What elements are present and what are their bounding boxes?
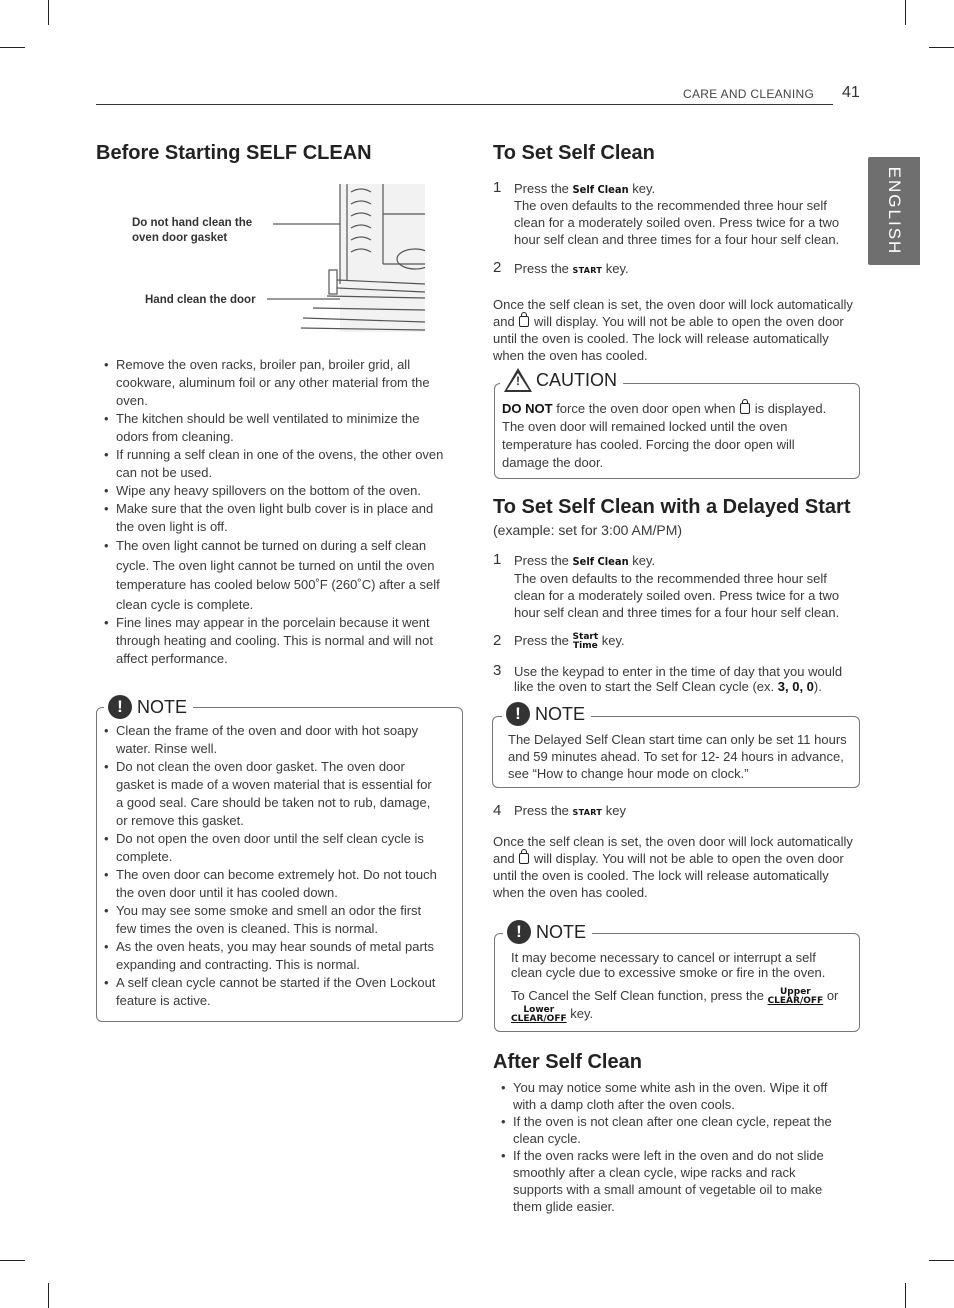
caution-heading <box>500 368 623 392</box>
exclamation-icon: ! <box>108 695 132 719</box>
language-tab-label: ENGLISH <box>885 166 904 256</box>
step-number: 1 <box>493 551 502 568</box>
oven-door-figure <box>265 184 425 332</box>
list-item: • Clean the frame of the oven and door with hot soapy water. Rinse well. <box>96 722 441 758</box>
crop-mark <box>0 47 25 48</box>
cancel-instructions: To Cancel the Self Clean function, press the Upper CLEAR/OFF or <box>511 986 839 1006</box>
crop-mark <box>0 1260 25 1261</box>
crop-mark <box>905 1283 906 1308</box>
page-number: 41 <box>842 84 860 101</box>
list-item: • Wipe any heavy spillovers on the bottom of the oven. <box>96 482 448 500</box>
step-number: 3 <box>493 662 502 679</box>
list-item: • Make sure that the oven light bulb cover is in place and the oven light is off. <box>96 500 448 536</box>
set-title: To Set Self Clean <box>493 142 655 164</box>
list-item: • As the oven heats, you may hear sounds of metal parts expanding and contracting. This is normal. <box>96 938 441 974</box>
section-title: CARE AND CLEANING <box>683 87 815 101</box>
crop-mark <box>905 0 906 25</box>
step-1: Press the Self Clean key. <box>514 181 656 196</box>
lock-paragraph: Once the self clean is set, the oven door will lock automatically and will display. You will not be able to open the oven door until the oven is cooled. The lock will release automatically when the oven has cooled. <box>493 834 853 900</box>
list-item: • If running a self clean in one of the ovens, the other oven can not be used. <box>96 446 448 482</box>
cancel-note-text: It may become necessary to cancel or interrupt a self clean cycle due to excessive smoke or fire in the oven. <box>511 950 826 980</box>
start-time-key: Start Time <box>572 631 599 651</box>
lock-icon <box>740 403 750 414</box>
list-item: • The kitchen should be well ventilated to minimize the odors from cleaning. <box>96 410 448 446</box>
delayed-step-1-desc: The oven defaults to the recommended three hour self clean for a moderately soiled oven. Press twice for a two hour self clean and three times for a four hour self clean. <box>514 571 840 620</box>
list-item: • Do not clean the oven door gasket. The oven door gasket is made of a woven material that is essential for a good seal. Care should be taken not to rub, damage, or remove this gasket. <box>96 758 441 830</box>
step-2: Press the START key. <box>514 261 629 276</box>
delayed-step-2: Press the Start Time key. <box>514 631 625 651</box>
list-item: • Remove the oven racks, broiler pan, broiler grid, all cookware, aluminum foil or any other material from the oven. <box>96 356 448 410</box>
list-item: • The oven light cannot be turned on during a self clean cycle. The oven light cannot be turned on until the oven temperature has cooled below 500˚F (260˚C) after a self clean cycle is complete. <box>96 536 448 614</box>
note-title: NOTE <box>137 696 188 717</box>
figure-label-door: Hand clean the door <box>145 294 256 306</box>
delayed-title: To Set Self Clean with a Delayed Start <box>493 496 851 518</box>
self-clean-key: Self Clean <box>572 555 629 568</box>
caution-text: DO NOT force the oven door open when is displayed. The oven door will remained locked until the oven temperature has cooled. Forcing the door open will damage the door. <box>502 401 827 470</box>
list-item: • Fine lines may appear in the porcelain because it went through heating and cooling. This is normal and will not affect performance. <box>96 614 448 668</box>
step-number: 2 <box>493 632 502 649</box>
step-1-desc: The oven defaults to the recommended three hour self clean for a moderately soiled oven. Press twice for a two hour self clean and three times for a four hour self clean. <box>514 198 840 247</box>
lower-clear-off-key: Lower CLEAR/OFF <box>511 1004 567 1024</box>
list-item: • You may see some smoke and smell an odor the first few times the oven is cleaned. This is normal. <box>96 902 441 938</box>
exclamation-icon: ! <box>506 702 530 726</box>
caution-title: CAUTION <box>536 369 617 390</box>
self-clean-key: Self Clean <box>572 183 629 196</box>
list-item: • You may notice some white ash in the oven. Wipe it off with a damp cloth after the oven cools. <box>493 1079 848 1113</box>
language-tab <box>868 157 920 265</box>
delayed-step-3: Use the keypad to enter in the time of day that you would like the oven to start the Self Clean cycle (ex. 3, 0, 0). <box>514 664 843 694</box>
cancel-instructions-end: Lower CLEAR/OFF key. <box>511 1004 594 1024</box>
list-item: • If the oven racks were left in the oven and do not slide smoothly after a clean cycle, wipe racks and rack supports with a small amount of vegetable oil to make them glide easier. <box>493 1147 848 1215</box>
after-title: After Self Clean <box>493 1051 642 1073</box>
exclamation-icon: ! <box>507 920 531 944</box>
note-heading <box>104 695 193 719</box>
list-item: • A self clean cycle cannot be started if the Oven Lockout feature is active. <box>96 974 441 1010</box>
lock-icon <box>519 316 529 327</box>
step-number: 1 <box>493 179 502 196</box>
list-item: • Do not open the oven door until the self clean cycle is complete. <box>96 830 441 866</box>
note-heading <box>502 702 591 726</box>
upper-clear-off-key: Upper CLEAR/OFF <box>767 986 824 1006</box>
lock-icon <box>519 853 529 864</box>
step-number: 4 <box>493 802 502 819</box>
crop-mark <box>48 1283 49 1308</box>
header-rule <box>96 104 833 105</box>
list-item: • The oven door can become extremely hot. Do not touch the oven door until it has cooled down. <box>96 866 441 902</box>
warning-icon: ! <box>504 368 532 392</box>
start-key: START <box>572 266 603 275</box>
delayed-note-text: The Delayed Self Clean start time can only be set 11 hours and 59 minutes ahead. To set for 12- 24 hours in advance, see “How to change hour mode on clock.” <box>508 732 847 781</box>
after-bullets <box>493 1079 848 1215</box>
list-item: • If the oven is not clean after one clean cycle, repeat the clean cycle. <box>493 1113 848 1147</box>
lock-paragraph: Once the self clean is set, the oven door will lock automatically and will display. You will not be able to open the oven door until the oven is cooled. The lock will release automatically when the oven has cooled. <box>493 297 853 363</box>
note-title: NOTE <box>535 703 586 724</box>
before-title: Before Starting SELF CLEAN <box>96 142 372 164</box>
note-heading <box>503 920 592 944</box>
crop-mark <box>929 47 954 48</box>
keypad-digits: 3, 0, 0 <box>777 679 814 694</box>
note-title: NOTE <box>536 921 587 942</box>
delayed-step-4: Press the START key <box>514 803 626 818</box>
crop-mark <box>48 0 49 25</box>
crop-mark <box>929 1260 954 1261</box>
figure-label-gasket: Do not hand clean the oven door gasket <box>132 217 253 244</box>
start-key: START <box>572 808 603 817</box>
before-bullets <box>96 356 448 668</box>
step-number: 2 <box>493 259 502 276</box>
delayed-subtitle: (example: set for 3:00 AM/PM) <box>493 522 683 538</box>
delayed-step-1: Press the Self Clean key. <box>514 553 656 568</box>
note-bullets <box>96 722 441 1010</box>
